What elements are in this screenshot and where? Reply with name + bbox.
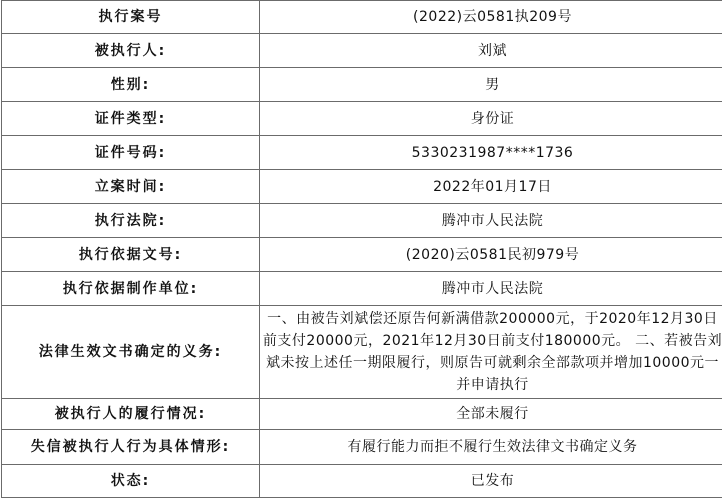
- label-filing-date: 立案时间:: [2, 170, 260, 204]
- value-performance: 全部未履行: [260, 399, 722, 430]
- value-specific-circumstance: 有履行能力而拒不履行生效法律文书确定义务: [260, 430, 722, 465]
- label-gender: 性别:: [2, 68, 260, 102]
- table-row-gender: [2, 68, 722, 102]
- table-row-id-number: [2, 136, 722, 170]
- label-debtor: 被执行人:: [2, 34, 260, 68]
- table-row-debtor: [2, 34, 722, 68]
- table-row-status: [2, 465, 722, 498]
- value-obligation: 一、由被告刘斌偿还原告何新满借款200000元，于2020年12月30日前支付20000元，2021年12月30日前支付180000元。 二、若被告刘斌未按上述任一期限履行，则原告可就剩余全部款项并增加10000元一并申请执行: [260, 306, 722, 399]
- value-id-type: 身份证: [260, 102, 722, 136]
- label-obligation: 法律生效文书确定的义务:: [2, 306, 260, 399]
- table-row-obligation: [2, 306, 722, 399]
- table-row-filing-date: [2, 170, 722, 204]
- label-id-number: 证件号码:: [2, 136, 260, 170]
- table-row-performance: [2, 399, 722, 430]
- label-specific-circumstance: 失信被执行人行为具体情形:: [2, 430, 260, 465]
- table-row-court: [2, 204, 722, 238]
- label-id-type: 证件类型:: [2, 102, 260, 136]
- label-basis-doc-number: 执行依据文号:: [2, 238, 260, 272]
- value-debtor: 刘斌: [260, 34, 722, 68]
- value-court: 腾冲市人民法院: [260, 204, 722, 238]
- table-row-id-type: [2, 102, 722, 136]
- label-case-number: 执行案号: [2, 1, 260, 34]
- value-filing-date: 2022年01月17日: [260, 170, 722, 204]
- value-id-number: 5330231987****1736: [260, 136, 722, 170]
- value-basis-issuer: 腾冲市人民法院: [260, 272, 722, 306]
- value-basis-doc-number: (2020)云0581民初979号: [260, 238, 722, 272]
- table-row-basis-doc-number: [2, 238, 722, 272]
- value-case-number: (2022)云0581执209号: [260, 1, 722, 34]
- label-performance: 被执行人的履行情况:: [2, 399, 260, 430]
- label-court: 执行法院:: [2, 204, 260, 238]
- label-basis-issuer: 执行依据制作单位:: [2, 272, 260, 306]
- dishonest-debtor-record-table: [1, 0, 722, 498]
- value-status: 已发布: [260, 465, 722, 498]
- value-gender: 男: [260, 68, 722, 102]
- table-row-specific-circumstance: [2, 430, 722, 465]
- table-row-case-number: [2, 1, 722, 34]
- label-status: 状态:: [2, 465, 260, 498]
- table-row-basis-issuer: [2, 272, 722, 306]
